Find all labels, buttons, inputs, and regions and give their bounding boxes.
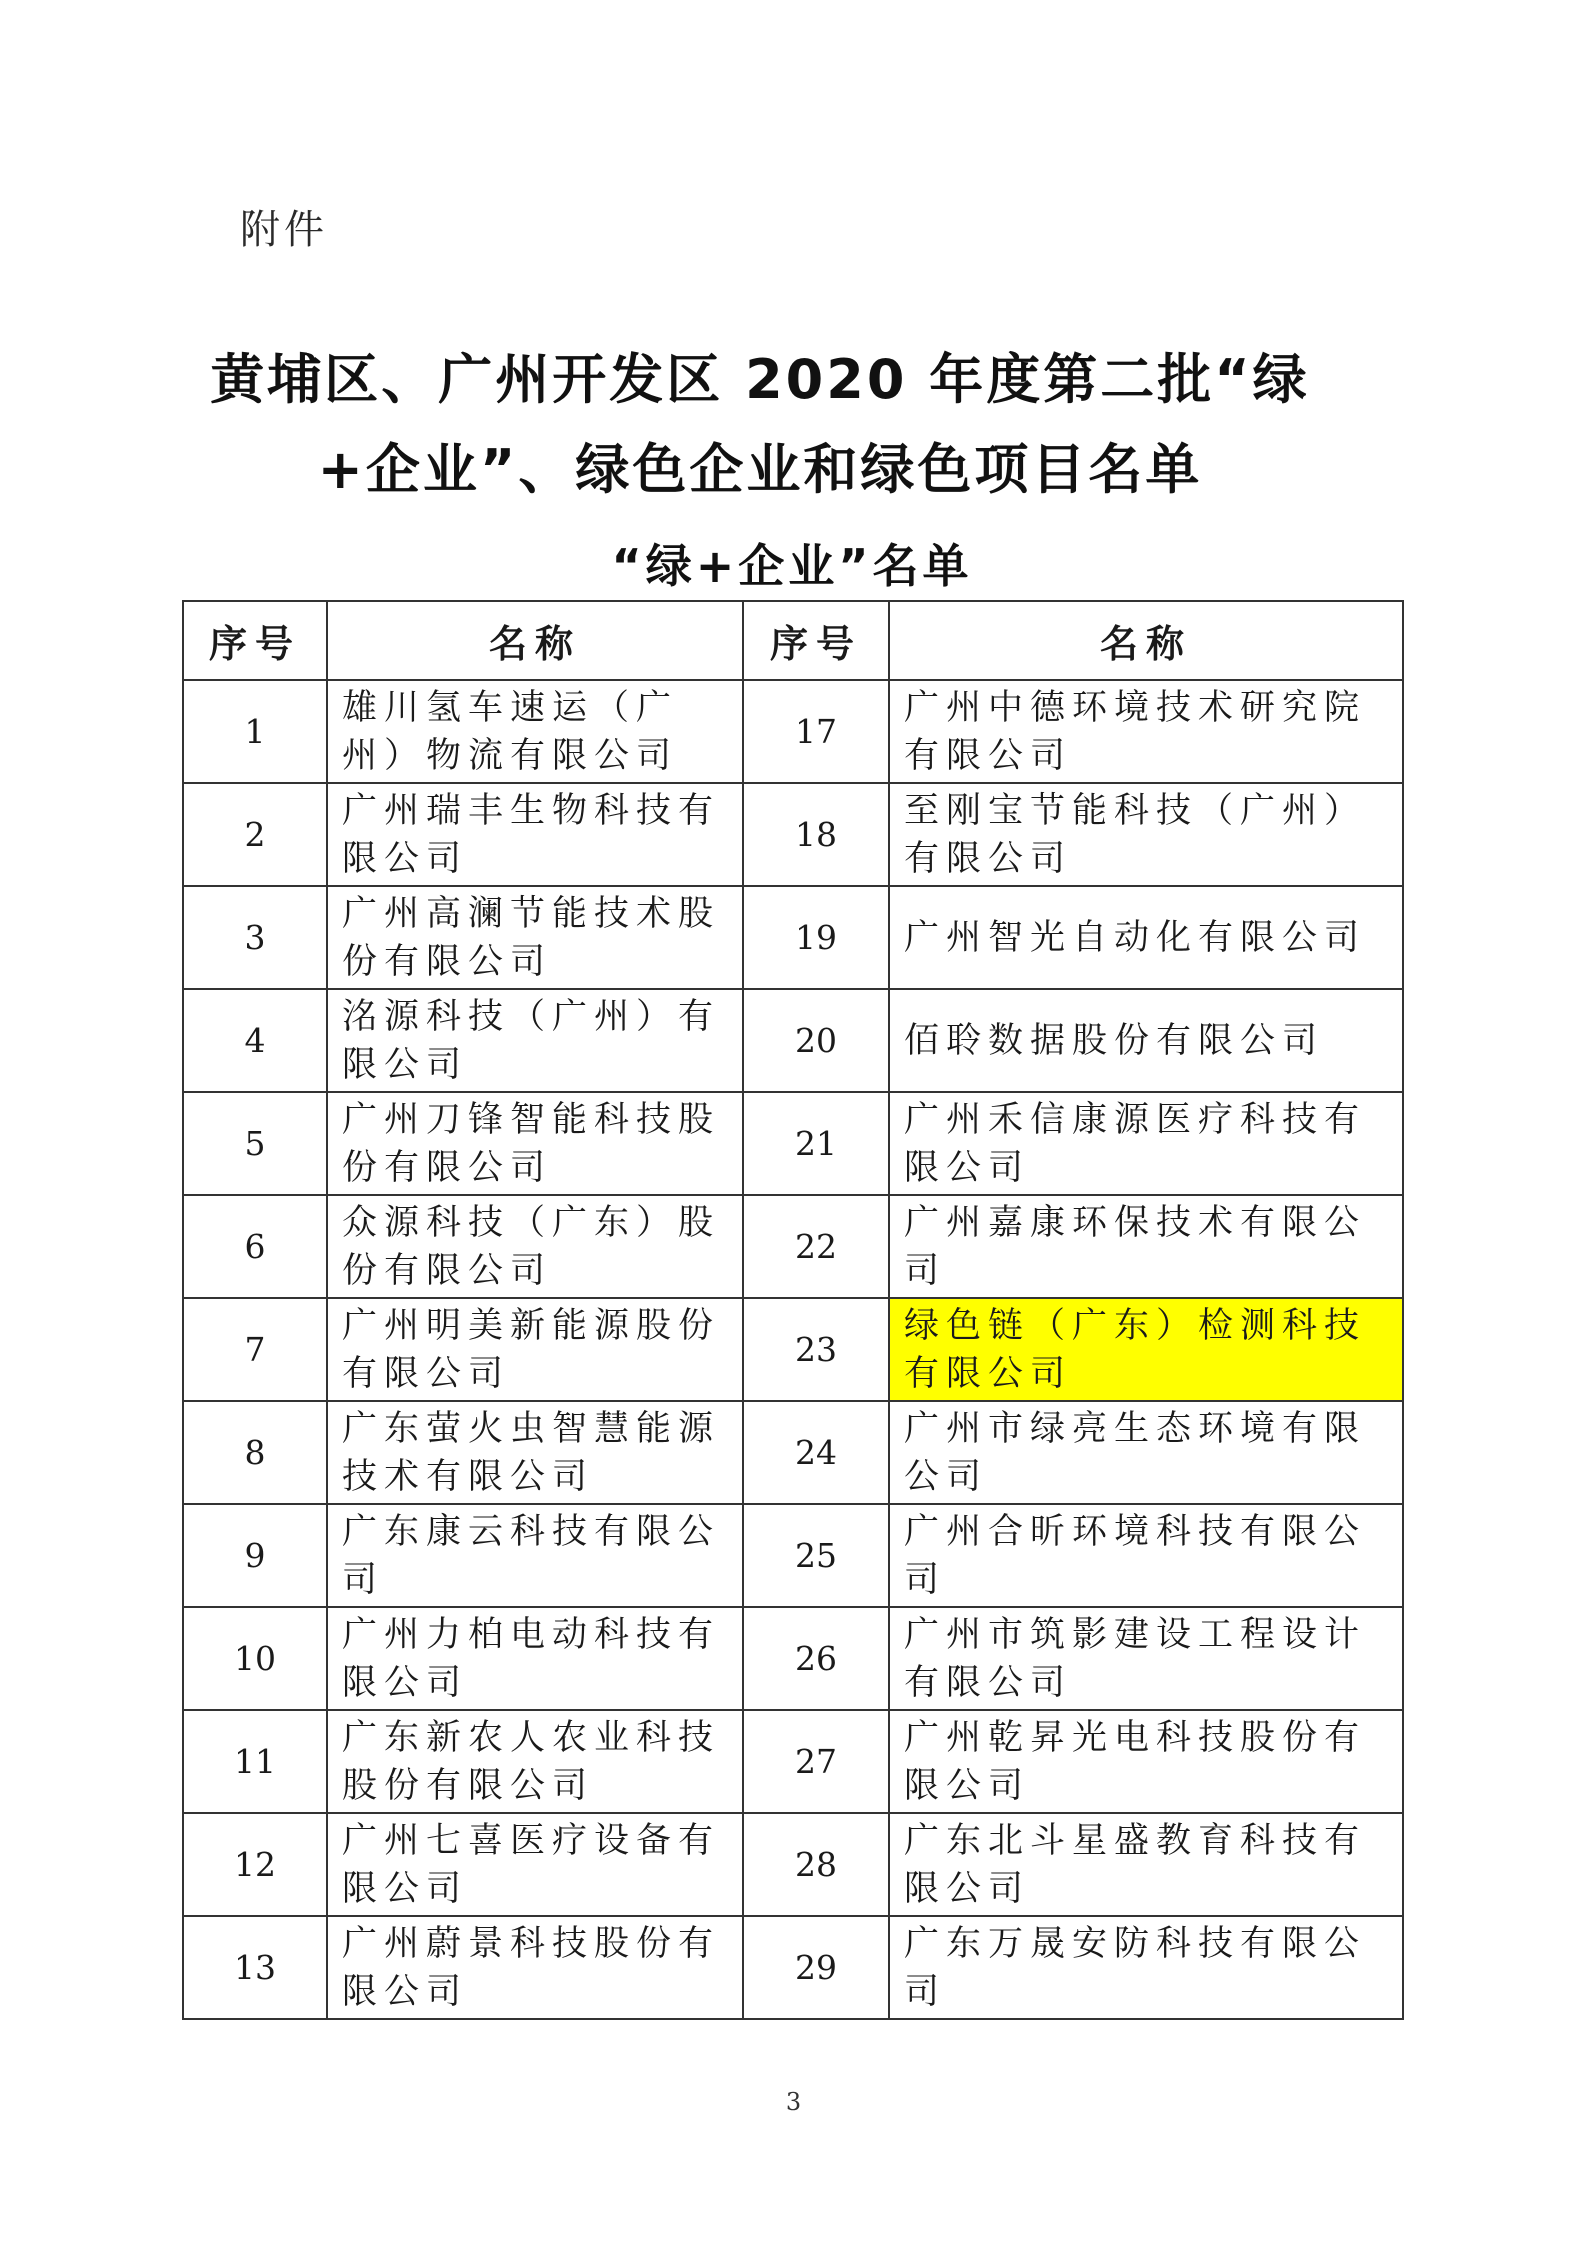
table-row — [183, 1813, 1403, 1916]
company-name-cell: 佰聆数据股份有限公司 — [889, 989, 1403, 1092]
serial-number-cell: 23 — [743, 1298, 889, 1401]
serial-number-cell: 26 — [743, 1607, 889, 1710]
company-name-cell: 广州力柏电动科技有限公司 — [327, 1607, 743, 1710]
company-name-cell: 广东万晟安防科技有限公司 — [889, 1916, 1403, 2019]
enterprise-list-table — [182, 600, 1404, 2020]
serial-number-cell: 3 — [183, 886, 327, 989]
table-row — [183, 886, 1403, 989]
table-row — [183, 1504, 1403, 1607]
company-name-cell: 广州七喜医疗设备有限公司 — [327, 1813, 743, 1916]
company-name-cell: 至刚宝节能科技（广州）有限公司 — [889, 783, 1403, 886]
serial-number-cell: 24 — [743, 1401, 889, 1504]
table-row — [183, 1195, 1403, 1298]
header-name-right: 名称 — [889, 601, 1403, 680]
company-name-cell: 广州智光自动化有限公司 — [889, 886, 1403, 989]
company-name-cell: 广州嘉康环保技术有限公司 — [889, 1195, 1403, 1298]
attachment-label: 附件 — [240, 207, 328, 253]
serial-number-cell: 11 — [183, 1710, 327, 1813]
company-name-cell: 雄川氢车速运（广州）物流有限公司 — [327, 680, 743, 783]
company-name-cell: 众源科技（广东）股份有限公司 — [327, 1195, 743, 1298]
company-name-cell: 广州乾昇光电科技股份有限公司 — [889, 1710, 1403, 1813]
table-row — [183, 1710, 1403, 1813]
serial-number-cell: 18 — [743, 783, 889, 886]
serial-number-cell: 7 — [183, 1298, 327, 1401]
table-row — [183, 989, 1403, 1092]
company-name-cell: 广东北斗星盛教育科技有限公司 — [889, 1813, 1403, 1916]
serial-number-cell: 21 — [743, 1092, 889, 1195]
table-header-row — [183, 601, 1403, 680]
serial-number-cell: 28 — [743, 1813, 889, 1916]
company-name-cell: 广州中德环境技术研究院有限公司 — [889, 680, 1403, 783]
serial-number-cell: 8 — [183, 1401, 327, 1504]
company-name-cell: 广州高澜节能技术股份有限公司 — [327, 886, 743, 989]
serial-number-cell: 10 — [183, 1607, 327, 1710]
table-row — [183, 783, 1403, 886]
serial-number-cell: 19 — [743, 886, 889, 989]
company-name-cell: 广州刀锋智能科技股份有限公司 — [327, 1092, 743, 1195]
header-name-left: 名称 — [327, 601, 743, 680]
page-number: 3 — [785, 2088, 802, 2116]
table-row — [183, 680, 1403, 783]
serial-number-cell: 6 — [183, 1195, 327, 1298]
company-name-cell: 广州禾信康源医疗科技有限公司 — [889, 1092, 1403, 1195]
table-row — [183, 1092, 1403, 1195]
company-name-cell: 广州合昕环境科技有限公司 — [889, 1504, 1403, 1607]
serial-number-cell: 17 — [743, 680, 889, 783]
serial-number-cell: 5 — [183, 1092, 327, 1195]
serial-number-cell: 20 — [743, 989, 889, 1092]
table-row — [183, 1298, 1403, 1401]
table-row — [183, 1916, 1403, 2019]
serial-number-cell: 9 — [183, 1504, 327, 1607]
section-title: “绿+企业”名单 — [611, 539, 973, 593]
company-name-cell: 广东康云科技有限公司 — [327, 1504, 743, 1607]
serial-number-cell: 2 — [183, 783, 327, 886]
serial-number-cell: 12 — [183, 1813, 327, 1916]
serial-number-cell: 4 — [183, 989, 327, 1092]
company-name-cell: 广东萤火虫智慧能源技术有限公司 — [327, 1401, 743, 1504]
serial-number-cell: 29 — [743, 1916, 889, 2019]
company-name-cell: 洺源科技（广州）有限公司 — [327, 989, 743, 1092]
document-title — [180, 335, 1340, 515]
serial-number-cell: 13 — [183, 1916, 327, 2019]
header-serial-left: 序号 — [183, 601, 327, 680]
company-name-cell: 广州明美新能源股份有限公司 — [327, 1298, 743, 1401]
serial-number-cell: 1 — [183, 680, 327, 783]
company-name-cell: 广州市筑影建设工程设计有限公司 — [889, 1607, 1403, 1710]
document-title-line-2: +企业”、绿色企业和绿色项目名单 — [317, 438, 1203, 501]
company-name-cell: 广州市绿亮生态环境有限公司 — [889, 1401, 1403, 1504]
company-name-cell: 广州蔚景科技股份有限公司 — [327, 1916, 743, 2019]
document-title-line-1: 黄埔区、广州开发区 2020 年度第二批“绿 — [210, 348, 1310, 411]
table-row — [183, 1607, 1403, 1710]
serial-number-cell: 22 — [743, 1195, 889, 1298]
table-body — [183, 680, 1403, 2019]
company-name-cell: 广州瑞丰生物科技有限公司 — [327, 783, 743, 886]
company-name-cell: 绿色链（广东）检测科技有限公司 — [889, 1298, 1403, 1401]
header-serial-right: 序号 — [743, 601, 889, 680]
company-name-cell: 广东新农人农业科技股份有限公司 — [327, 1710, 743, 1813]
serial-number-cell: 25 — [743, 1504, 889, 1607]
serial-number-cell: 27 — [743, 1710, 889, 1813]
table-row — [183, 1401, 1403, 1504]
